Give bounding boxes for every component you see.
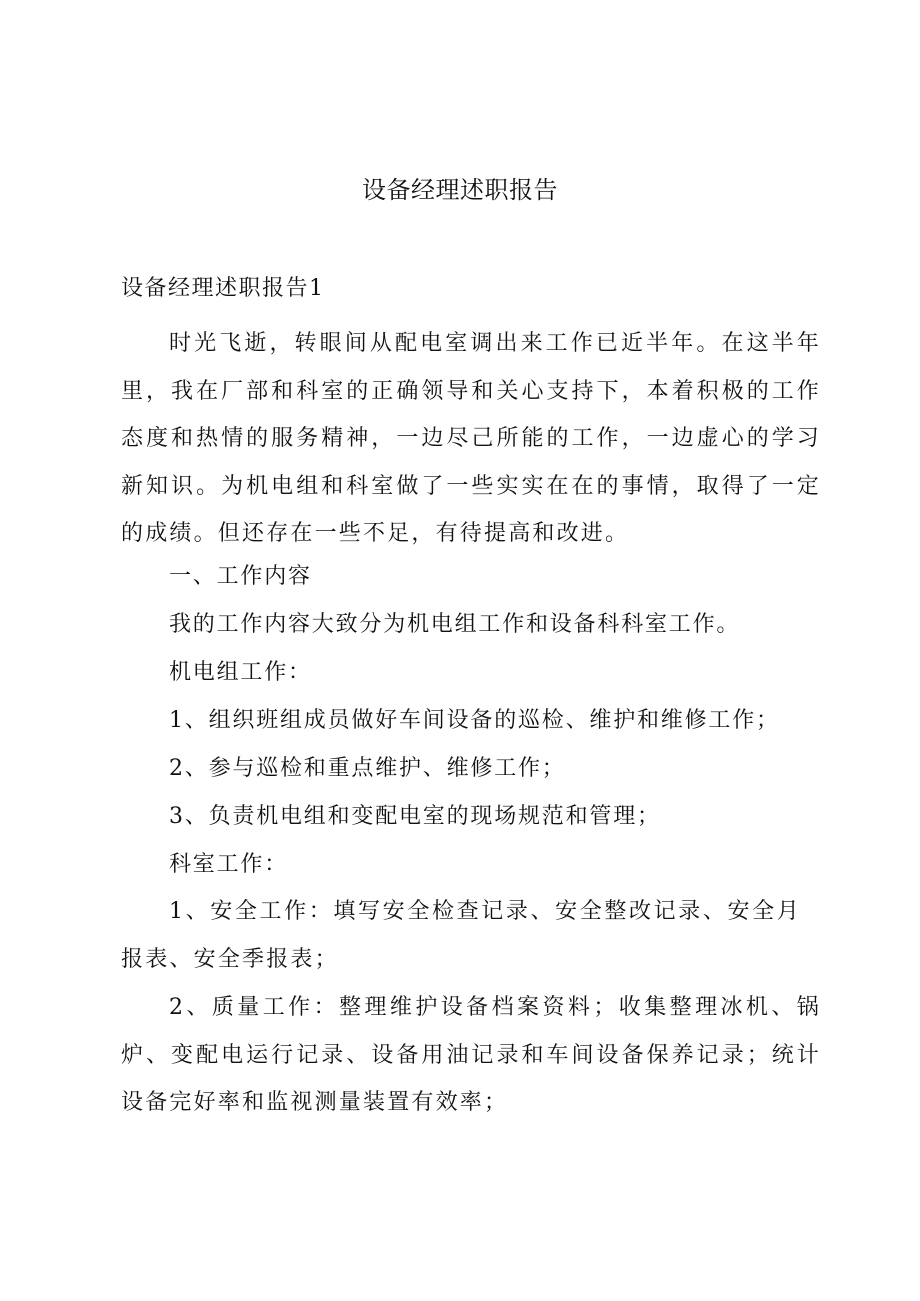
office-label: 科室工作：: [169, 852, 289, 877]
mechanical-item: 1、组织班组成员做好车间设备的巡检、维护和维修工作；: [169, 708, 780, 733]
heading-work-content: 一、工作内容: [169, 564, 312, 589]
mechanical-item: 2、参与巡检和重点维护、维修工作；: [169, 756, 566, 781]
intro-paragraph: 时光飞逝，转眼间从配电室调出来工作已近半年。在这半年里，我在厂部和科室的正确领导和关心支持下，本着积极的工作态度和热情的服务精神，一边尽己所能的工作，一边虚心的学习新知识。为机电组和科室做了一些实实在在的事情，取得了一定的成绩。但还存在一些不足，有待提高和改进。: [121, 331, 821, 546]
office-item-safety: 1、安全工作：填写安全检查记录、安全整改记录、安全月报表、安全季报表；: [121, 899, 801, 972]
mechanical-group-label: 机电组工作：: [169, 660, 312, 685]
mechanical-item: 3、负责机电组和变配电室的现场规范和管理；: [169, 804, 661, 829]
document-title: 设备经理述职报告: [362, 176, 558, 204]
office-item-quality: 2、质量工作：整理维护设备档案资料；收集整理冰机、锅炉、变配电运行记录、设备用油记录和车间设备保养记录；统计设备完好率和监视测量装置有效率；: [121, 995, 821, 1115]
section-heading: 设备经理述职报告1: [121, 276, 325, 301]
work-overview: 我的工作内容大致分为机电组工作和设备科科室工作。: [169, 612, 741, 637]
